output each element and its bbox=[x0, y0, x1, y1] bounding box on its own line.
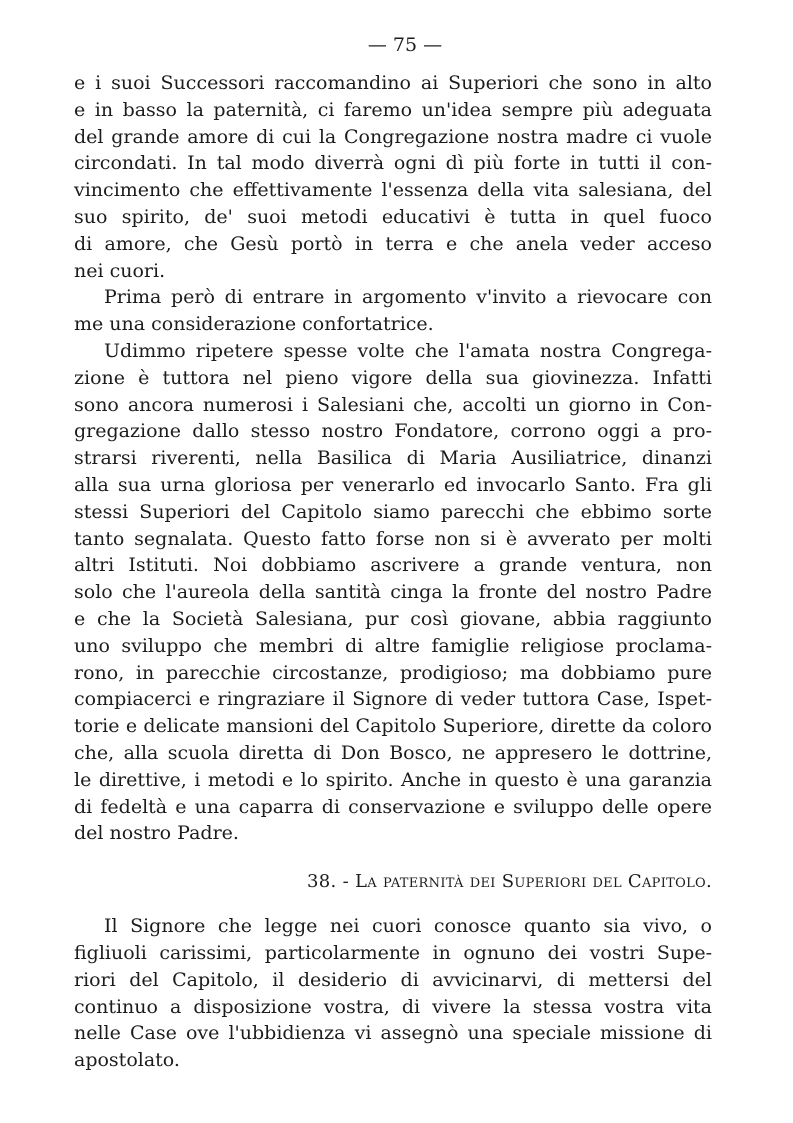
text-line: e in basso la paternità, ci faremo un'idea sempre più adeguata bbox=[74, 98, 712, 121]
section-heading: 38. - La paternità dei Superiori del Capitolo. bbox=[307, 871, 712, 893]
page-number: — 75 — bbox=[367, 34, 443, 56]
text-line: del nostro Padre. bbox=[74, 822, 239, 845]
text-line: nelle Case ove l'ubbidienza vi assegnò una speciale missione di bbox=[74, 1022, 712, 1045]
text-line: del grande amore di cui la Congregazione nostra madre ci vuole bbox=[74, 125, 712, 148]
text-line: sono ancora numerosi i Salesiani che, accolti un giorno in Con- bbox=[74, 393, 712, 416]
text-line: tanto segnalata. Questo fatto forse non si è avverato per molti bbox=[74, 527, 712, 550]
paragraph-1 bbox=[74, 70, 712, 284]
text-line: torie e delicate mansioni del Capitolo Superiore, dirette da coloro bbox=[74, 715, 712, 738]
text-line: Il Signore che legge nei cuori conosce quanto sia vivo, o bbox=[104, 915, 712, 938]
text-line: zione è tuttora nel pieno vigore della sua giovinezza. Infatti bbox=[74, 366, 712, 389]
text-line: vincimento che effettivamente l'essenza della vita salesiana, del bbox=[74, 179, 712, 202]
text-line: strarsi riverenti, nella Basilica di Maria Ausiliatrice, dinanzi bbox=[74, 447, 712, 470]
text-line: me una considerazione confortatrice. bbox=[74, 313, 434, 336]
text-line: solo che l'aureola della santità cinga la fronte del nostro Padre bbox=[74, 581, 712, 604]
text-line: compiacerci e ringraziare il Signore di veder tuttora Case, Ispet- bbox=[74, 688, 712, 711]
text-line: stessi Superiori del Capitolo siamo parecchi che ebbimo sorte bbox=[74, 500, 712, 523]
text-line: uno sviluppo che membri di altre famiglie religiose proclama- bbox=[74, 634, 712, 657]
text-line: Prima però di entrare in argomento v'invito a rievocare con bbox=[104, 286, 712, 309]
text-line: altri Istituti. Noi dobbiamo ascrivere a grande ventura, non bbox=[74, 554, 712, 577]
text-line: e che la Società Salesiana, pur così giovane, abbia raggiunto bbox=[74, 607, 712, 630]
text-line: e i suoi Successori raccomandino ai Superiori che sono in alto bbox=[74, 72, 712, 94]
paragraph-4 bbox=[74, 913, 712, 1074]
text-line: alla sua urna gloriosa per venerarlo ed invocarlo Santo. Fra gli bbox=[74, 473, 712, 496]
text-line: suo spirito, de' suoi metodi educativi è tutta in quel fuoco bbox=[74, 205, 712, 228]
text-line: figliuoli carissimi, particolarmente in ognuno dei vostri Supe- bbox=[74, 941, 712, 964]
text-line: nei cuori. bbox=[74, 259, 166, 282]
text-line: riori del Capitolo, il desiderio di avvicinarvi, di mettersi del bbox=[74, 968, 712, 991]
paragraph-2 bbox=[74, 284, 712, 338]
text-line: di amore, che Gesù portò in terra e che anela veder acceso bbox=[74, 232, 712, 255]
text-line: circondati. In tal modo diverrà ogni dì più forte in tutti il con- bbox=[74, 152, 712, 175]
text-line: rono, in parecchie circostanze, prodigioso; ma dobbiamo pure bbox=[74, 661, 712, 684]
paragraph-3 bbox=[74, 338, 712, 847]
text-line: di fedeltà e una caparra di conservazione e sviluppo delle opere bbox=[74, 795, 712, 818]
text-line: continuo a disposizione vostra, di vivere la stessa vostra vita bbox=[74, 995, 712, 1018]
text-line: che, alla scuola diretta di Don Bosco, ne appresero le dottrine, bbox=[74, 741, 712, 764]
text-line: gregazione dallo stesso nostro Fondatore, corrono oggi a pro- bbox=[74, 420, 712, 443]
text-line: apostolato. bbox=[74, 1049, 180, 1072]
text-line: Udimmo ripetere spesse volte che l'amata nostra Congrega- bbox=[104, 339, 712, 362]
text-line: le direttive, i metodi e lo spirito. Anche in questo è una garanzia bbox=[74, 768, 712, 791]
book-page bbox=[74, 30, 712, 1074]
